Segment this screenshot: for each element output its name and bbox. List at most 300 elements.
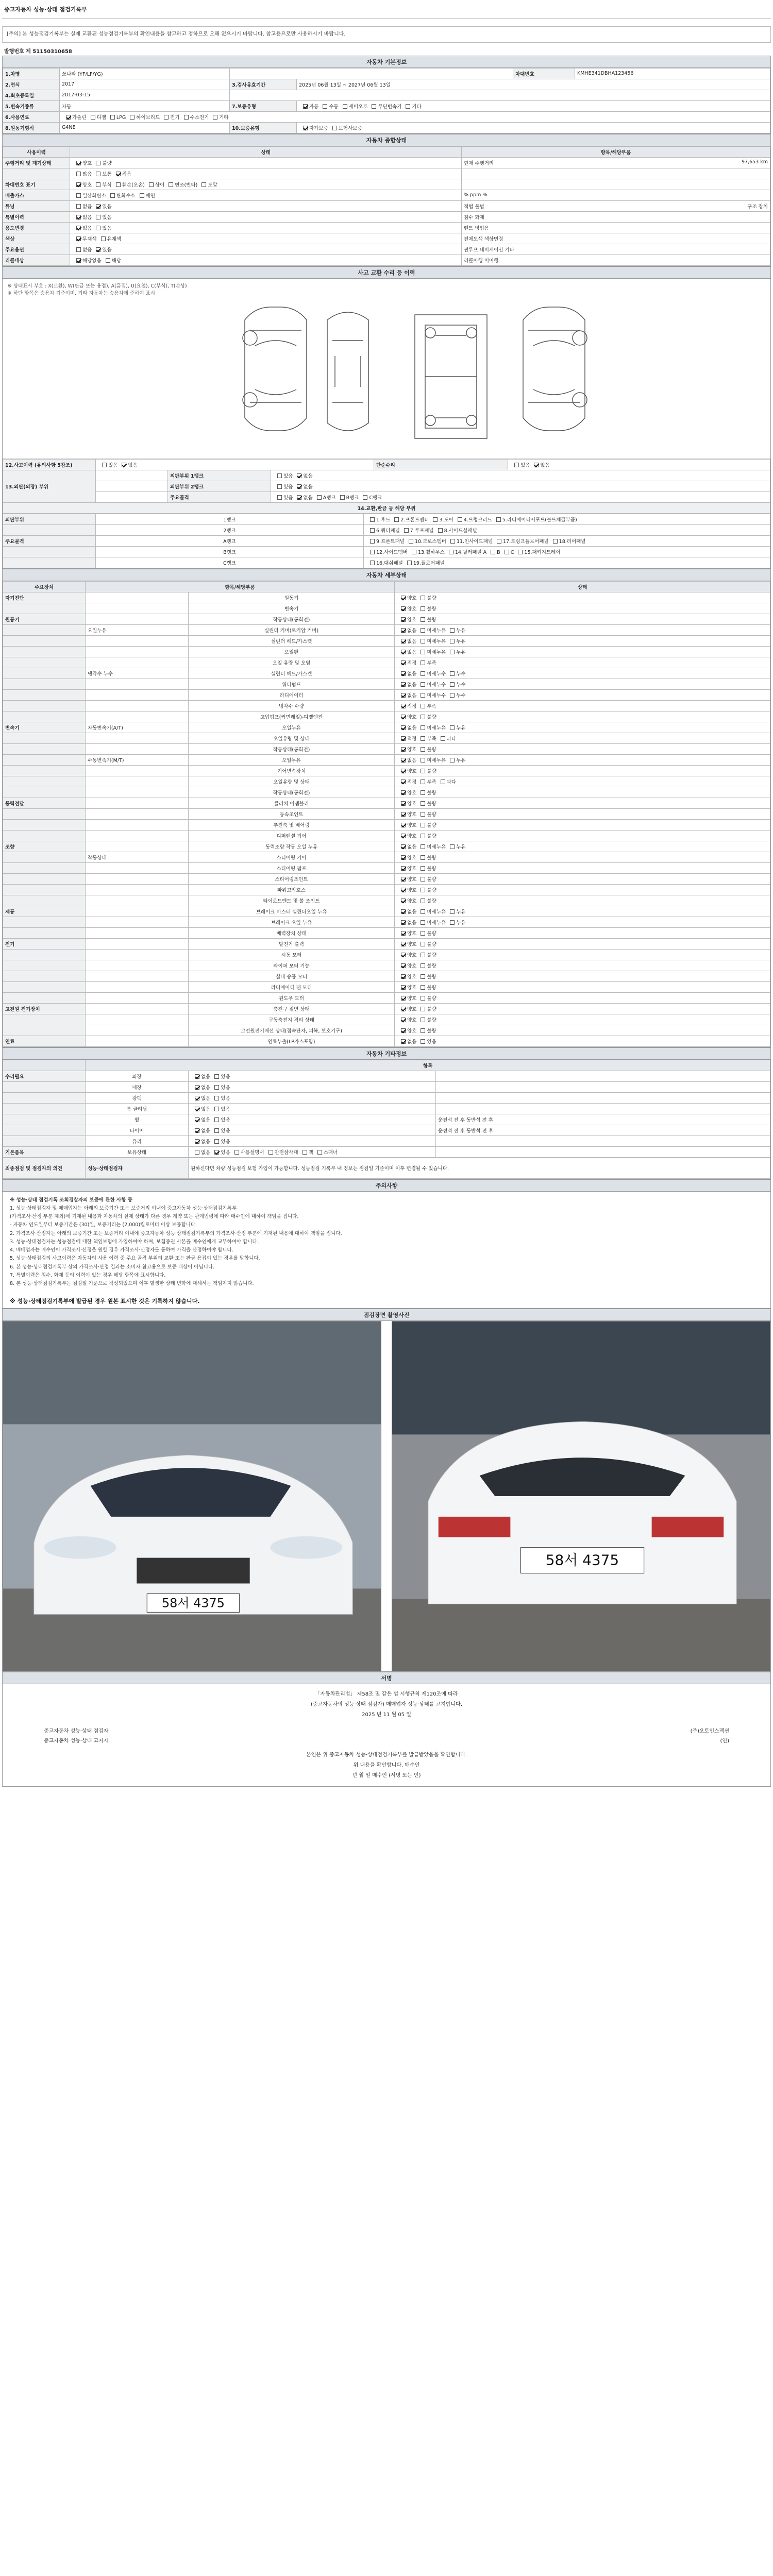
- checkbox-label: 없음: [407, 1039, 417, 1045]
- checkbox[interactable]: [450, 639, 455, 643]
- checkbox[interactable]: [214, 1139, 219, 1144]
- checkbox-label: 없음: [407, 725, 417, 731]
- notice-box: [주의] 본 성능점검기록부는 실제 교환된 성능점검기록부의 확인내용을 참고하고 정하므로 오해 없으시기 바랍니다. 참고용으로만 사용하시기 바랍니다.: [2, 26, 771, 43]
- table-row: 주요옵션 없음 있음 썬루프 네비게이션 기타: [3, 244, 770, 255]
- checkbox[interactable]: [195, 1096, 199, 1100]
- checkbox-label: 양호: [407, 822, 417, 828]
- checkbox[interactable]: [421, 953, 425, 957]
- checkbox-label: 불량: [102, 160, 112, 166]
- checkbox[interactable]: [277, 484, 282, 489]
- checkbox[interactable]: [421, 715, 425, 719]
- checkbox[interactable]: [421, 931, 425, 936]
- checkbox[interactable]: [401, 715, 406, 719]
- checkbox[interactable]: [96, 215, 100, 219]
- table-row: 라디에이터 없음 미세누수 누수: [3, 689, 770, 700]
- checkbox-label: 부식: [102, 182, 112, 188]
- checkbox[interactable]: [401, 996, 406, 1001]
- checkbox-label: 누수: [456, 671, 466, 677]
- checkbox-label: 부족: [427, 660, 436, 666]
- checkbox-label: 있음: [221, 1139, 230, 1145]
- checkbox[interactable]: [401, 606, 406, 611]
- checkbox-label: 있음: [102, 204, 112, 210]
- checkbox[interactable]: [401, 693, 406, 698]
- table-row: 연료 연료누출(LP가스포함) 없음 있음: [3, 1036, 770, 1046]
- checkbox[interactable]: [421, 1007, 425, 1011]
- checkbox-label: 하이브리드: [136, 114, 160, 121]
- checkbox[interactable]: [130, 115, 135, 120]
- checkbox-label: 기타: [412, 104, 422, 110]
- checkbox[interactable]: [401, 1018, 406, 1022]
- checkbox[interactable]: [195, 1128, 199, 1133]
- caution-line: 7. 특별이력은 침수, 화재 등의 이력이 있는 경우 해당 항목에 표시합니다.: [10, 1272, 166, 1278]
- checkbox[interactable]: [401, 704, 406, 708]
- checkbox[interactable]: [421, 650, 425, 654]
- checkbox[interactable]: [370, 539, 375, 544]
- checkbox-label: 없음: [201, 1106, 211, 1112]
- checkbox[interactable]: [91, 115, 95, 120]
- basic-info-section: [2, 56, 771, 134]
- checkbox-label: 불량: [427, 952, 436, 958]
- basic-info-table: 1.차명 쏘나타 (YF/LF/YG) 차대번호 KMHE341DBHA123456 2.연식 2017 3.검사유효기간 2025년 06월 13일 ~ 2027년 06월 13일 4.최초등록일 2017-03-15 5.변속기종류 자동 7.보증유형 자동 수동 세미오토 무단변속기 기타 6.사용연료 가솔린 디젤 LPG 하이브리드 전기 수소전기 기타 8.원동기형식 G4NE 10.보증유형 자가보증 보험사보증: [3, 68, 770, 133]
- table-row: 시동 모터 양호 불량: [3, 949, 770, 960]
- checkbox-label: 있음: [221, 1149, 230, 1156]
- checkbox[interactable]: [421, 606, 425, 611]
- checkbox-label: 보통: [102, 171, 112, 177]
- checkbox-label: 양호: [407, 985, 417, 991]
- checkbox[interactable]: [421, 985, 425, 990]
- checkbox[interactable]: [450, 682, 455, 687]
- checkbox[interactable]: [421, 899, 425, 903]
- checkbox[interactable]: [401, 985, 406, 990]
- checkbox[interactable]: [421, 1028, 425, 1033]
- checkbox-label: 불량: [427, 1006, 436, 1012]
- checkbox-label: 양호: [407, 941, 417, 947]
- checkbox[interactable]: [195, 1074, 199, 1079]
- checkbox[interactable]: [449, 550, 453, 554]
- checkbox-label: 스패너: [323, 1149, 338, 1156]
- checkbox[interactable]: [450, 628, 455, 633]
- checkbox[interactable]: [401, 758, 406, 762]
- checkbox[interactable]: [401, 812, 406, 817]
- checkbox[interactable]: [76, 204, 81, 209]
- checkbox[interactable]: [76, 258, 81, 263]
- checkbox[interactable]: [277, 473, 282, 478]
- checkbox-label: 양호: [407, 714, 417, 720]
- table-row: 용도변경 없음 있음 렌트 영업용: [3, 222, 770, 233]
- checkbox[interactable]: [96, 161, 100, 165]
- checkbox[interactable]: [332, 126, 337, 130]
- checkbox[interactable]: [421, 628, 425, 633]
- checkbox-label: 사용설명서: [240, 1149, 264, 1156]
- checkbox-label: A랭크: [323, 495, 336, 501]
- checkbox-label: 불량: [427, 876, 436, 883]
- checkbox[interactable]: [553, 539, 558, 544]
- checkbox[interactable]: [401, 953, 406, 957]
- checkbox-label: 없음: [407, 844, 417, 850]
- checkbox-label: 없음: [82, 247, 92, 253]
- checkbox[interactable]: [214, 1096, 219, 1100]
- checkbox-label: 있음: [102, 214, 112, 221]
- checkbox-label: 누유: [456, 628, 466, 634]
- checkbox-label: 없음: [407, 757, 417, 764]
- checkbox[interactable]: [450, 758, 455, 762]
- checkbox[interactable]: [297, 495, 301, 500]
- checkbox-label: 기타: [219, 114, 229, 121]
- checkbox-label: 없음: [201, 1095, 211, 1101]
- checkbox[interactable]: [401, 1039, 406, 1044]
- table-row: 주요골격 A랭크 9.프론트패널 10.크로스멤버 11.인사이드패널 17.트렁크플로어패널 18.리어패널: [3, 535, 770, 546]
- table-row: 등속조인트 양호 불량: [3, 808, 770, 819]
- checkbox[interactable]: [518, 550, 523, 554]
- table-row: 기어변속장치 양호 불량: [3, 765, 770, 776]
- table-row: 자기진단 원동기 양호 불량: [3, 592, 770, 603]
- checkbox[interactable]: [421, 844, 425, 849]
- checkbox[interactable]: [406, 104, 410, 109]
- caution-line: 3. 성능·상태점검자는 성능점검에 대한 책임보험에 가입하여야 하며, 보험증권 사본을 매수인에게 교부하여야 합니다.: [10, 1239, 259, 1245]
- checkbox[interactable]: [116, 182, 121, 187]
- checkbox[interactable]: [497, 539, 501, 544]
- checkbox[interactable]: [409, 539, 413, 544]
- table-row: 조향 동력조향 작동 오일 누유 없음 미세누유 누유: [3, 841, 770, 852]
- checkbox[interactable]: [421, 769, 425, 773]
- table-row: 리콜대상 해당없음 해당 리콜이행 미이행: [3, 255, 770, 265]
- table-row: 변속기 자동변속기(A/T) 오일누유 없음 미세누유 누유: [3, 722, 770, 733]
- checkbox-label: 누유: [456, 920, 466, 926]
- checkbox[interactable]: [102, 463, 107, 467]
- checkbox-label: 불량: [427, 898, 436, 904]
- checkbox[interactable]: [421, 823, 425, 827]
- checkbox[interactable]: [401, 888, 406, 892]
- checkbox[interactable]: [214, 1128, 219, 1133]
- checkbox[interactable]: [303, 1150, 307, 1155]
- checkbox-label: 불량: [427, 985, 436, 991]
- checkbox-label: 누유: [456, 757, 466, 764]
- checkbox[interactable]: [214, 1074, 219, 1079]
- detail-title: 자동차 세부상태: [3, 569, 770, 581]
- checkbox[interactable]: [317, 495, 322, 500]
- checkbox-label: 보험사보증: [338, 125, 362, 131]
- checkbox[interactable]: [277, 495, 282, 500]
- checkbox[interactable]: [76, 236, 81, 241]
- checkbox[interactable]: [401, 747, 406, 752]
- checkbox[interactable]: [76, 226, 81, 230]
- checkbox[interactable]: [401, 974, 406, 979]
- checkbox[interactable]: [421, 942, 425, 946]
- checkbox[interactable]: [401, 931, 406, 936]
- checkbox[interactable]: [450, 909, 455, 914]
- checkbox[interactable]: [421, 834, 425, 838]
- checkbox-label: 4.트렁크리드: [463, 517, 492, 523]
- checkbox[interactable]: [297, 484, 301, 489]
- checkbox[interactable]: [450, 693, 455, 698]
- checkbox[interactable]: [401, 660, 406, 665]
- caution-line: 4. 매매업자는 매수인이 가격조사·산정을 원할 경우 가격조사·산정자를 통하여 가격을 산정하여야 합니다.: [10, 1247, 233, 1253]
- checkbox[interactable]: [370, 528, 375, 533]
- checkbox[interactable]: [401, 639, 406, 643]
- checkbox[interactable]: [122, 463, 126, 467]
- sign-section: 서명 「자동차관리법」 제58조 및 같은 법 시행규칙 제120조에 따라 (중고자동차의 성능·상태 점검자) 매매업자 성능·상태를 고지합니다. 2025 년 11 월 05 일 중고자동차 성능·상태 점검자 (주)오토인스펙션 중고자동차 성능·상태 고지자 (인) 본인은 위 중고자동차 성능·상태점검기록부를 발급받았음을 확인합니다. 위 내용을 확인합니다. 매수인 년 월 일 매수인 (서명 또는 인): [2, 1672, 771, 1787]
- checkbox[interactable]: [421, 1039, 425, 1044]
- checkbox[interactable]: [421, 801, 425, 806]
- checkbox-label: 불량: [427, 887, 436, 893]
- checkbox[interactable]: [106, 258, 110, 263]
- checkbox-label: 없음: [540, 462, 550, 468]
- table-row: 스티어링 펌프 양호 불량: [3, 862, 770, 873]
- checkbox-label: 양호: [407, 606, 417, 612]
- detail-section: [2, 569, 771, 1047]
- checkbox[interactable]: [214, 1150, 219, 1155]
- checkbox-label: 없음: [201, 1074, 211, 1080]
- checkbox-label: 5.라디에이터서포트(볼트체결부품): [502, 517, 577, 523]
- checkbox[interactable]: [401, 628, 406, 633]
- checkbox-label: 불량: [427, 866, 436, 872]
- checkbox[interactable]: [116, 172, 121, 176]
- checkbox[interactable]: [450, 650, 455, 654]
- checkbox[interactable]: [401, 650, 406, 654]
- opinion-table: 최종점검 및 점검자의 의견 성능·상태점검자 원하신다면 차량 성능점검 보험 가입이 가능합니다. 성능점검 기록부 내 정보는 점검일 기준이며 이후 변경될 수 있습니다.: [3, 1158, 770, 1179]
- checkbox[interactable]: [421, 596, 425, 600]
- checkbox[interactable]: [96, 204, 100, 209]
- checkbox-label: 양호: [407, 887, 417, 893]
- accident-title: 사고 교환 수리 등 이력: [3, 267, 770, 279]
- checkbox[interactable]: [401, 617, 406, 622]
- checkbox[interactable]: [421, 866, 425, 871]
- checkbox[interactable]: [421, 855, 425, 860]
- checkbox[interactable]: [421, 920, 425, 925]
- checkbox-label: 있음: [221, 1128, 230, 1134]
- checkbox[interactable]: [421, 682, 425, 687]
- checkbox[interactable]: [297, 473, 301, 478]
- checkbox-label: 불량: [427, 617, 436, 623]
- checkbox[interactable]: [401, 899, 406, 903]
- checkbox-label: 양호: [407, 747, 417, 753]
- checkbox[interactable]: [441, 736, 445, 741]
- checkbox[interactable]: [401, 942, 406, 946]
- checkbox[interactable]: [149, 182, 154, 187]
- checkbox[interactable]: [450, 725, 455, 730]
- checkbox[interactable]: [401, 801, 406, 806]
- checkbox-label: 미세누유: [427, 649, 446, 655]
- checkbox[interactable]: [363, 495, 367, 500]
- checkbox[interactable]: [394, 517, 399, 522]
- checkbox[interactable]: [110, 193, 115, 198]
- checkbox[interactable]: [401, 769, 406, 773]
- checkbox[interactable]: [401, 877, 406, 882]
- checkbox[interactable]: [169, 182, 173, 187]
- checkbox[interactable]: [421, 790, 425, 795]
- checkbox[interactable]: [401, 779, 406, 784]
- checkbox[interactable]: [195, 1107, 199, 1111]
- car-diagram: [3, 299, 770, 459]
- checkbox-label: 없음: [82, 214, 92, 221]
- checkbox[interactable]: [401, 682, 406, 687]
- checkbox[interactable]: [372, 104, 376, 109]
- checkbox[interactable]: [96, 182, 100, 187]
- checkbox[interactable]: [201, 182, 206, 187]
- table-row: 기본품목 보유상태 없음 있음 사용설명서 안전삼각대 잭 스패너: [3, 1146, 770, 1157]
- checkbox[interactable]: [412, 550, 416, 554]
- summary-table: 사용이력 상태 항목/해당부품 주행거리 및 계기상태 양호 불량 현재 주행거리 97,653 km 많음 보통 적음 차대번호 표기 양호 부식 훼손(오손) 상이 변조(변타) 도말 배출가스 일산화탄소 탄화수소 매연 % ppm % 튜닝 없음 있음 적법 불법 구조 장치 특별이력 없음 있음 침수 화재 용도변경 없음 있음 렌트 영업용 색상 무채색 유채색 전체도색 색상변경 주요옵션 없음 있음 썬루프 네비게이션 기타 리콜대상 해당없음 해당 리콜이행 미이행: [3, 146, 770, 266]
- checkbox-label: 양호: [407, 1028, 417, 1034]
- checkbox[interactable]: [401, 596, 406, 600]
- checkbox-label: 없음: [303, 495, 313, 501]
- checkbox[interactable]: [421, 736, 425, 741]
- checkbox[interactable]: [401, 1028, 406, 1033]
- checkbox[interactable]: [317, 1150, 322, 1155]
- checkbox[interactable]: [421, 974, 425, 979]
- checkbox[interactable]: [433, 517, 438, 522]
- checkbox[interactable]: [421, 725, 425, 730]
- table-row: 오일누유 실린더 커버(로커암 커버) 없음 미세누유 누유: [3, 624, 770, 635]
- checkbox[interactable]: [401, 671, 406, 676]
- checkbox[interactable]: [401, 963, 406, 968]
- checkbox[interactable]: [195, 1085, 199, 1090]
- checkbox[interactable]: [303, 126, 308, 130]
- checkbox[interactable]: [370, 561, 375, 565]
- checkbox[interactable]: [401, 823, 406, 827]
- checkbox[interactable]: [421, 758, 425, 762]
- checkbox[interactable]: [421, 812, 425, 817]
- table-row: 파워고압호스 양호 불량: [3, 884, 770, 895]
- checkbox-label: 양호: [407, 898, 417, 904]
- checkbox[interactable]: [421, 888, 425, 892]
- checkbox[interactable]: [343, 104, 347, 109]
- table-row: 브레이크 오일 누유 없음 미세누유 누유: [3, 917, 770, 927]
- checkbox-label: 미세누수: [427, 692, 446, 699]
- checkbox[interactable]: [450, 671, 455, 676]
- table-row: 작동상태(공회전) 양호 불량: [3, 743, 770, 754]
- checkbox[interactable]: [96, 247, 100, 252]
- checkbox-label: 6.쿼터패널: [376, 528, 400, 534]
- checkbox[interactable]: [401, 855, 406, 860]
- checkbox[interactable]: [195, 1150, 199, 1155]
- checkbox[interactable]: [421, 909, 425, 914]
- checkbox[interactable]: [505, 550, 509, 554]
- checkbox[interactable]: [421, 963, 425, 968]
- checkbox[interactable]: [407, 561, 412, 565]
- caution-bold-note: ※ 성능·상태점검기록부에 발급된 경우 원본 표시한 것은 기록하지 않습니다.: [10, 1298, 200, 1305]
- checkbox[interactable]: [401, 1007, 406, 1011]
- table-row: 오일유량 및 상태 적정 부족 과다: [3, 776, 770, 787]
- checkbox[interactable]: [421, 617, 425, 622]
- table-row: 유리 없음 있음: [3, 1136, 770, 1146]
- checkbox[interactable]: [421, 671, 425, 676]
- checkbox[interactable]: [401, 736, 406, 741]
- checkbox[interactable]: [303, 104, 308, 109]
- checkbox[interactable]: [184, 115, 189, 120]
- checkbox[interactable]: [214, 1107, 219, 1111]
- checkbox[interactable]: [514, 463, 519, 467]
- rear-photo: [392, 1321, 770, 1671]
- checkbox-label: 안전삼각대: [274, 1149, 298, 1156]
- checkbox[interactable]: [234, 1150, 239, 1155]
- checkbox[interactable]: [401, 909, 406, 914]
- checkbox-label: 없음: [82, 225, 92, 231]
- checkbox[interactable]: [404, 528, 409, 533]
- checkbox[interactable]: [76, 161, 81, 165]
- table-row: 변속기 양호 불량: [3, 603, 770, 614]
- checkbox[interactable]: [101, 236, 106, 241]
- checkbox[interactable]: [421, 704, 425, 708]
- checkbox[interactable]: [401, 920, 406, 925]
- checkbox[interactable]: [164, 115, 169, 120]
- checkbox[interactable]: [76, 172, 81, 176]
- checkbox-label: 18.리어패널: [559, 538, 586, 545]
- checkbox[interactable]: [450, 920, 455, 925]
- checkbox[interactable]: [401, 834, 406, 838]
- checkbox-label: 없음: [201, 1149, 211, 1156]
- checkbox-label: 훼손(오손): [122, 182, 145, 188]
- summary-section: [2, 134, 771, 266]
- checkbox[interactable]: [458, 517, 462, 522]
- checkbox[interactable]: [340, 495, 345, 500]
- checkbox[interactable]: [421, 779, 425, 784]
- checkbox[interactable]: [76, 182, 81, 187]
- checkbox-label: 없음: [407, 909, 417, 915]
- checkbox-label: 없음: [407, 628, 417, 634]
- checkbox[interactable]: [76, 193, 81, 198]
- checkbox[interactable]: [323, 104, 327, 109]
- checkbox[interactable]: [534, 463, 539, 467]
- checkbox-label: 없음: [407, 671, 417, 677]
- table-row: 휠 없음 있음 운전석 전 후 동반석 전 후: [3, 1114, 770, 1125]
- checkbox[interactable]: [421, 877, 425, 882]
- checkbox[interactable]: [401, 790, 406, 795]
- checkbox[interactable]: [421, 660, 425, 665]
- checkbox-label: 불량: [427, 822, 436, 828]
- checkbox[interactable]: [401, 844, 406, 849]
- table-row: 오일팬 없음 미세누유 누유: [3, 646, 770, 657]
- checkbox[interactable]: [370, 550, 375, 554]
- checkbox[interactable]: [450, 844, 455, 849]
- checkbox[interactable]: [441, 779, 445, 784]
- checkbox[interactable]: [76, 215, 81, 219]
- checkbox[interactable]: [213, 115, 217, 120]
- checkbox[interactable]: [66, 115, 71, 120]
- checkbox[interactable]: [401, 866, 406, 871]
- checkbox[interactable]: [195, 1117, 199, 1122]
- front-photo: [3, 1321, 381, 1671]
- checkbox[interactable]: [421, 996, 425, 1001]
- checkbox[interactable]: [96, 226, 100, 230]
- checkbox[interactable]: [214, 1117, 219, 1122]
- checkbox[interactable]: [438, 528, 443, 533]
- checkbox[interactable]: [370, 517, 375, 522]
- checkbox[interactable]: [421, 1018, 425, 1022]
- checkbox[interactable]: [421, 639, 425, 643]
- checkbox-label: 불량: [427, 855, 436, 861]
- checkbox[interactable]: [96, 172, 100, 176]
- summary-title: 자동차 종합상태: [3, 134, 770, 146]
- checkbox[interactable]: [195, 1139, 199, 1144]
- checkbox[interactable]: [110, 115, 115, 120]
- checkbox[interactable]: [421, 747, 425, 752]
- caution-line: 8. 본 성능·상태점검기록부는 점검일 기준으로 작성되었으며 이후 발생한 상태 변화에 대해서는 책임지지 않습니다.: [10, 1281, 254, 1286]
- checkbox[interactable]: [450, 539, 455, 544]
- checkbox[interactable]: [491, 550, 495, 554]
- checkbox[interactable]: [268, 1150, 273, 1155]
- checkbox-label: 불량: [427, 801, 436, 807]
- checkbox-label: 있음: [221, 1084, 230, 1091]
- checkbox[interactable]: [76, 247, 81, 252]
- svg-text:58서 4375: 58서 4375: [545, 1551, 619, 1569]
- table-row: 차대번호 표기 양호 부식 훼손(오손) 상이 변조(변타) 도말: [3, 179, 770, 190]
- checkbox[interactable]: [496, 517, 501, 522]
- checkbox[interactable]: [140, 193, 144, 198]
- checkbox[interactable]: [401, 725, 406, 730]
- checkbox[interactable]: [214, 1085, 219, 1090]
- checkbox[interactable]: [421, 693, 425, 698]
